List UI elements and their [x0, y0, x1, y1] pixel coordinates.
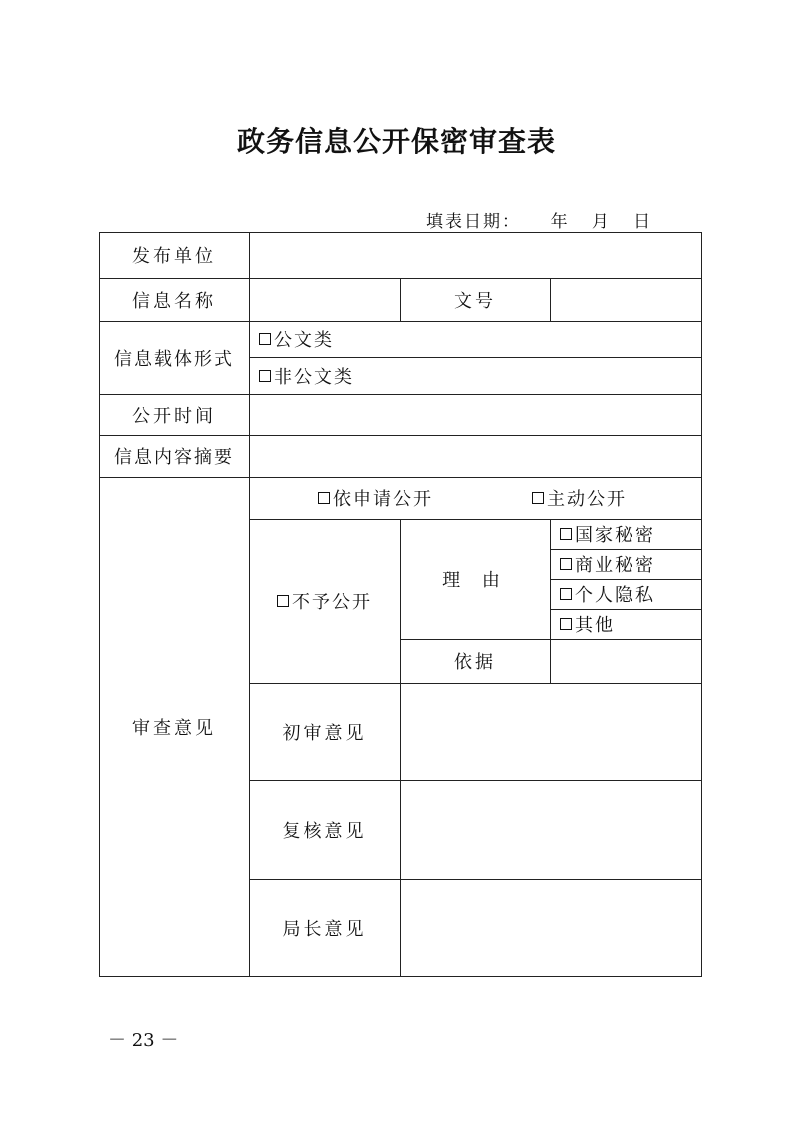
label-release-time: 公开时间 [132, 405, 216, 427]
option-label: 主动公开 [547, 489, 627, 510]
option-not-open[interactable] [249, 519, 400, 683]
checkbox-icon[interactable] [259, 370, 271, 382]
option-official-doc[interactable] [259, 321, 334, 357]
label-publisher: 发布单位 [132, 246, 216, 267]
label-recheck: 复核意见 [282, 820, 367, 842]
checkbox-icon[interactable] [532, 492, 544, 504]
checkbox-icon[interactable] [259, 333, 271, 345]
label-doc-number: 文号 [454, 290, 496, 312]
option-label: 非公文类 [274, 366, 354, 388]
label-director-opinion: 局长意见 [282, 919, 367, 940]
column-divider [550, 278, 551, 321]
checkbox-icon[interactable] [560, 558, 572, 570]
fill-date-day: 日 [633, 212, 653, 232]
column-divider [550, 519, 551, 683]
option-label: 依申请公开 [333, 489, 433, 510]
label-first-review: 初审意见 [282, 722, 367, 744]
label-carrier-form: 信息载体形式 [114, 348, 234, 370]
option-label: 个人隐私 [575, 585, 655, 606]
reason-state-secret[interactable] [560, 519, 655, 549]
option-label: 公文类 [274, 330, 334, 351]
label-summary: 信息内容摘要 [114, 447, 234, 468]
checkbox-icon[interactable] [560, 588, 572, 600]
checkbox-icon[interactable] [560, 528, 572, 540]
page-number: － 23 － [108, 1030, 179, 1051]
option-non-official-doc[interactable] [259, 357, 354, 394]
fill-date-year: 年 [550, 212, 570, 232]
reason-commercial-secret[interactable] [560, 549, 655, 579]
option-label: 国家秘密 [575, 525, 655, 546]
checkbox-icon[interactable] [277, 595, 289, 607]
option-active-open[interactable] [532, 477, 627, 519]
reason-other[interactable] [560, 609, 615, 639]
reason-privacy[interactable] [560, 579, 655, 609]
option-label: 不予公开 [292, 592, 372, 613]
option-label: 其他 [575, 615, 615, 636]
fill-date-label: 填表日期： [426, 212, 521, 232]
document-title: 政务信息公开保密审查表 [236, 125, 556, 158]
label-basis: 依据 [454, 652, 496, 673]
option-apply-open[interactable] [318, 477, 433, 519]
fill-date-line [426, 207, 652, 232]
label-reason: 理 由 [442, 570, 508, 591]
fill-date-month: 月 [591, 212, 611, 232]
label-info-name: 信息名称 [132, 290, 216, 312]
checkbox-icon[interactable] [560, 618, 572, 630]
option-label: 商业秘密 [575, 555, 655, 576]
label-review-opinion: 审查意见 [132, 718, 216, 739]
checkbox-icon[interactable] [318, 492, 330, 504]
